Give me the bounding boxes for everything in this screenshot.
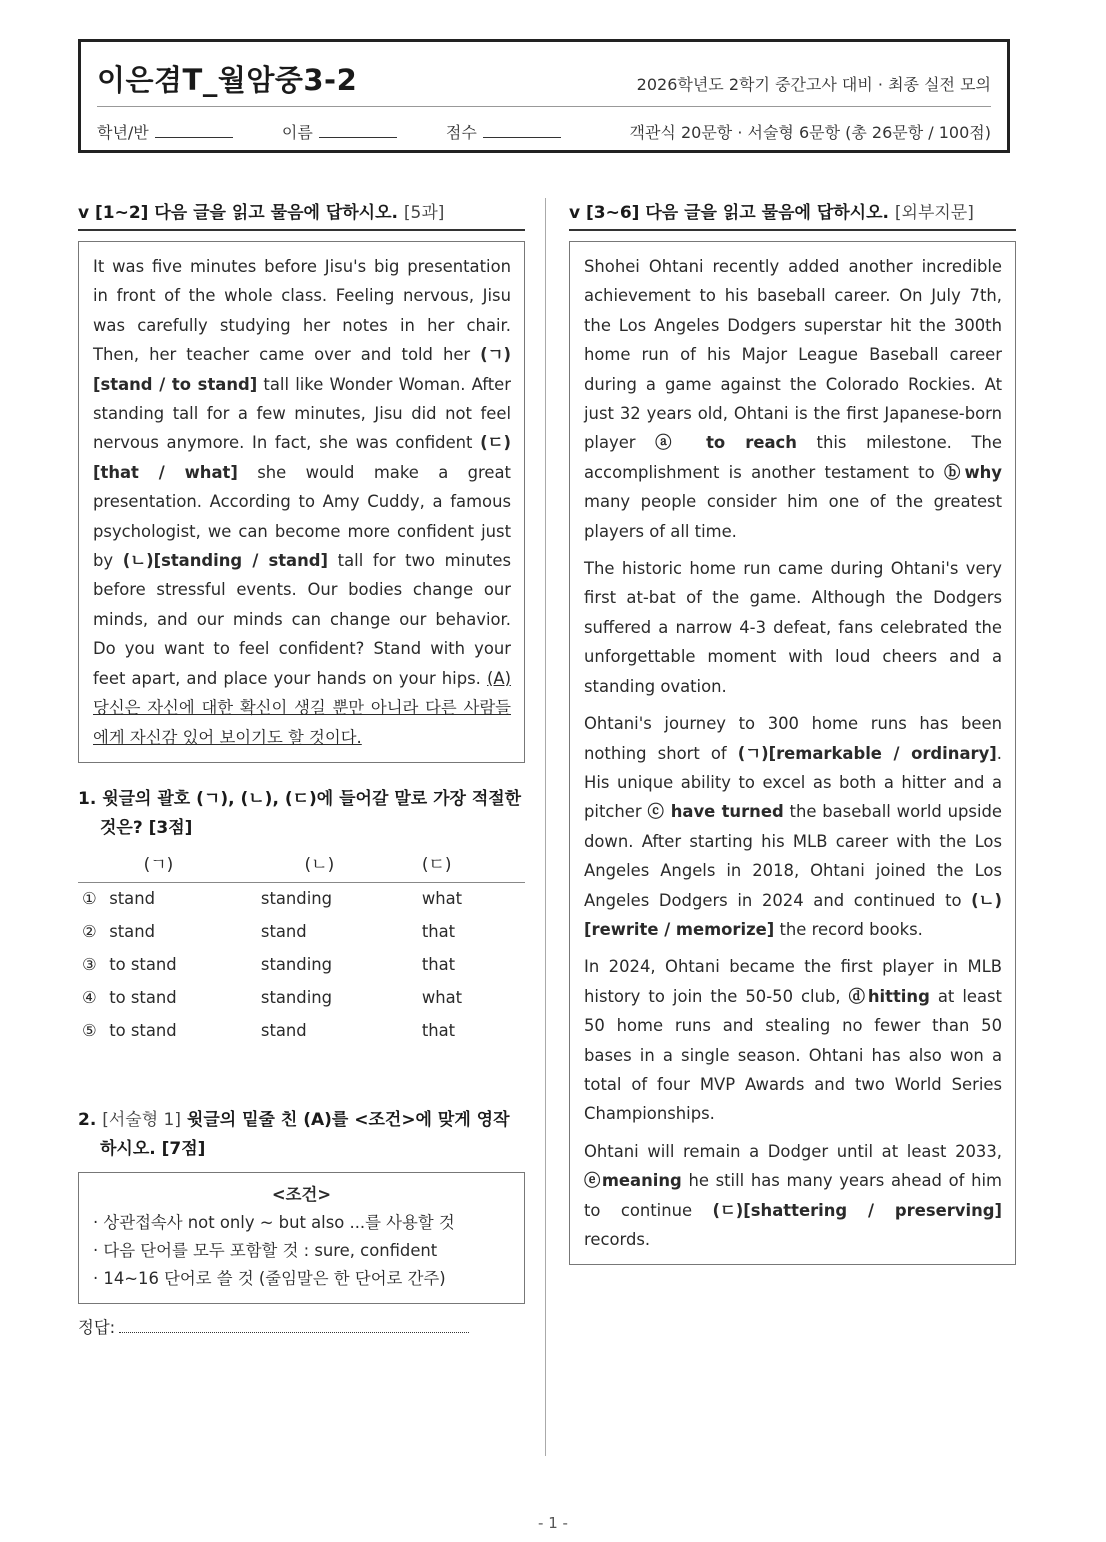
answer-line[interactable]: 정답: (78, 1314, 525, 1338)
paragraph-1: Shohei Ohtani recently added another incredible achievement to his baseball career. On July 7th, the Los Angeles Dodgers superstar hit the 300th home run of his Major League Baseball career during a game against the Colorado Rockies. At just 32 years old, Ohtani is the first Japanese-born player ⓐ to reach this milestone. The accomplishment is another testament to ⓑwhy many people consider him one of the greatest players of all time. (584, 257, 1002, 541)
underlined-sentence-a: (A)당신은 자신에 대한 확신이 생길 뿐만 아니라 다른 사람들에게 자신감 있어 보이기도 할 것이다. (93, 668, 511, 747)
exam-title: 이은겸T_월암중3-2 (97, 63, 358, 97)
condition-item-1: · 상관접속사 not only ~ but also ...를 사용할 것 (93, 1212, 455, 1232)
section-heading-3-6: v [3~6] 다음 글을 읽고 물음에 답하시오. [외부지문] (569, 198, 1016, 231)
paragraph-2: The historic home run came during Ohtani's very first at-bat of the game. Although the Dodgers suffered a narrow 4-3 defeat, fans celebrated the unforgettable moment with loud cheers and a standing ovation. (584, 559, 1002, 696)
blank-digeut: (ㄷ) [that / what] (93, 433, 511, 482)
condition-box (78, 1172, 525, 1304)
passage-jisu: It was five minutes before Jisu's big presentation in front of the whole class. Feeling nervous, Jisu was carefully studying her notes in her chair. Then, her teacher came over and told her (ㄱ) [stand / to stand] tall like Wonder Woman. After standing tall for a few minutes, Jisu did not feel nervous anymore. In fact, she was confident (ㄷ) [that / what] she would make a great presentation. According to Amy Cuddy, a famous psychologist, we can become more confident just by (ㄴ)[standing / stand] tall for two minutes before stressful events. Our bodies change our minds, and our minds can change our behavior. Do you want to feel confident? Stand with your feet apart, and place your hands on your hips. (A)당신은 자신에 대한 확신이 생길 뿐만 아니라 다른 사람들에게 자신감 있어 보이기도 할 것이다. (78, 241, 525, 763)
class-field[interactable]: 학년/반 (97, 120, 233, 143)
condition-title: <조건> (271, 1184, 332, 1204)
paragraph-3: Ohtani's journey to 300 home runs has been nothing short of (ㄱ)[remarkable / ordinary]. His unique ability to excel as both a hitter and a pitcher ⓒ have turned the baseball world upside down. After starting his MLB career with the Los Angeles Angels in 2018, Ohtani joined the Los Angeles Dodgers in 2024 and continued to (ㄴ)[rewrite / memorize] the record books. (584, 714, 1002, 939)
column-divider (545, 198, 546, 1456)
name-field[interactable]: 이름 (282, 120, 397, 143)
section-heading-1-2: v [1~2] 다음 글을 읽고 물음에 답하시오. [5과] (78, 198, 525, 231)
left-column (78, 198, 525, 1338)
exam-subtitle: 2026학년도 2학기 중간고사 대비 · 최종 실전 모의 (636, 75, 991, 94)
page-number: - 1 - (538, 1514, 568, 1532)
choice-table (78, 845, 525, 1048)
condition-item-3: · 14~16 단어로 쓸 것 (줄임말은 한 단어로 간주) (93, 1268, 446, 1288)
question-2: 2. [서술형 1] 윗글의 밑줄 친 (A)를 <조건>에 맞게 영작하시오. [7점] (78, 1109, 510, 1159)
passage-ohtani (569, 241, 1016, 1265)
score-field[interactable]: 점수 (446, 120, 561, 143)
student-info-fields (97, 120, 605, 143)
paragraph-4: In 2024, Ohtani became the first player in MLB history to join the 50-50 club, ⓓhitting at least 50 home runs and stealing no fewer than 50 bases in a single season. Ohtani has also won a total of four MVP Awards and two World Series Championships. (584, 957, 1002, 1124)
paragraph-5: Ohtani will remain a Dodger until at least 2033, ⓔmeaning he still has many years ahead of him to continue (ㄷ)[shattering / preserving] records. (584, 1141, 1002, 1249)
header-divider (97, 106, 991, 107)
question-1: 1. 윗글의 괄호 (ㄱ), (ㄴ), (ㄷ)에 들어갈 말로 가장 적절한 것은? [3점] (78, 788, 522, 838)
choice-row-4[interactable]: ④ to stand standing what (82, 988, 463, 1008)
choice-row-2[interactable]: ② stand stand that (82, 922, 456, 942)
choice-row-1[interactable]: ① stand standing what (82, 889, 463, 909)
condition-item-2: · 다음 단어를 모두 포함할 것 : sure, confident (93, 1240, 438, 1260)
choice-header-row: (ㄱ) (ㄴ) (ㄷ) (78, 845, 525, 883)
blank-giyeok: (ㄱ) [stand / to stand] (93, 345, 511, 394)
choice-row-3[interactable]: ③ to stand standing that (82, 955, 456, 975)
exam-header (78, 39, 1010, 153)
choice-row-5[interactable]: ⑤ to stand stand that (82, 1021, 456, 1041)
right-column (569, 198, 1016, 1265)
question-count: 객관식 20문항 · 서술형 6문항 (총 26문항 / 100점) (629, 123, 991, 142)
blank-nieun: (ㄴ)[standing / stand] (122, 551, 329, 571)
